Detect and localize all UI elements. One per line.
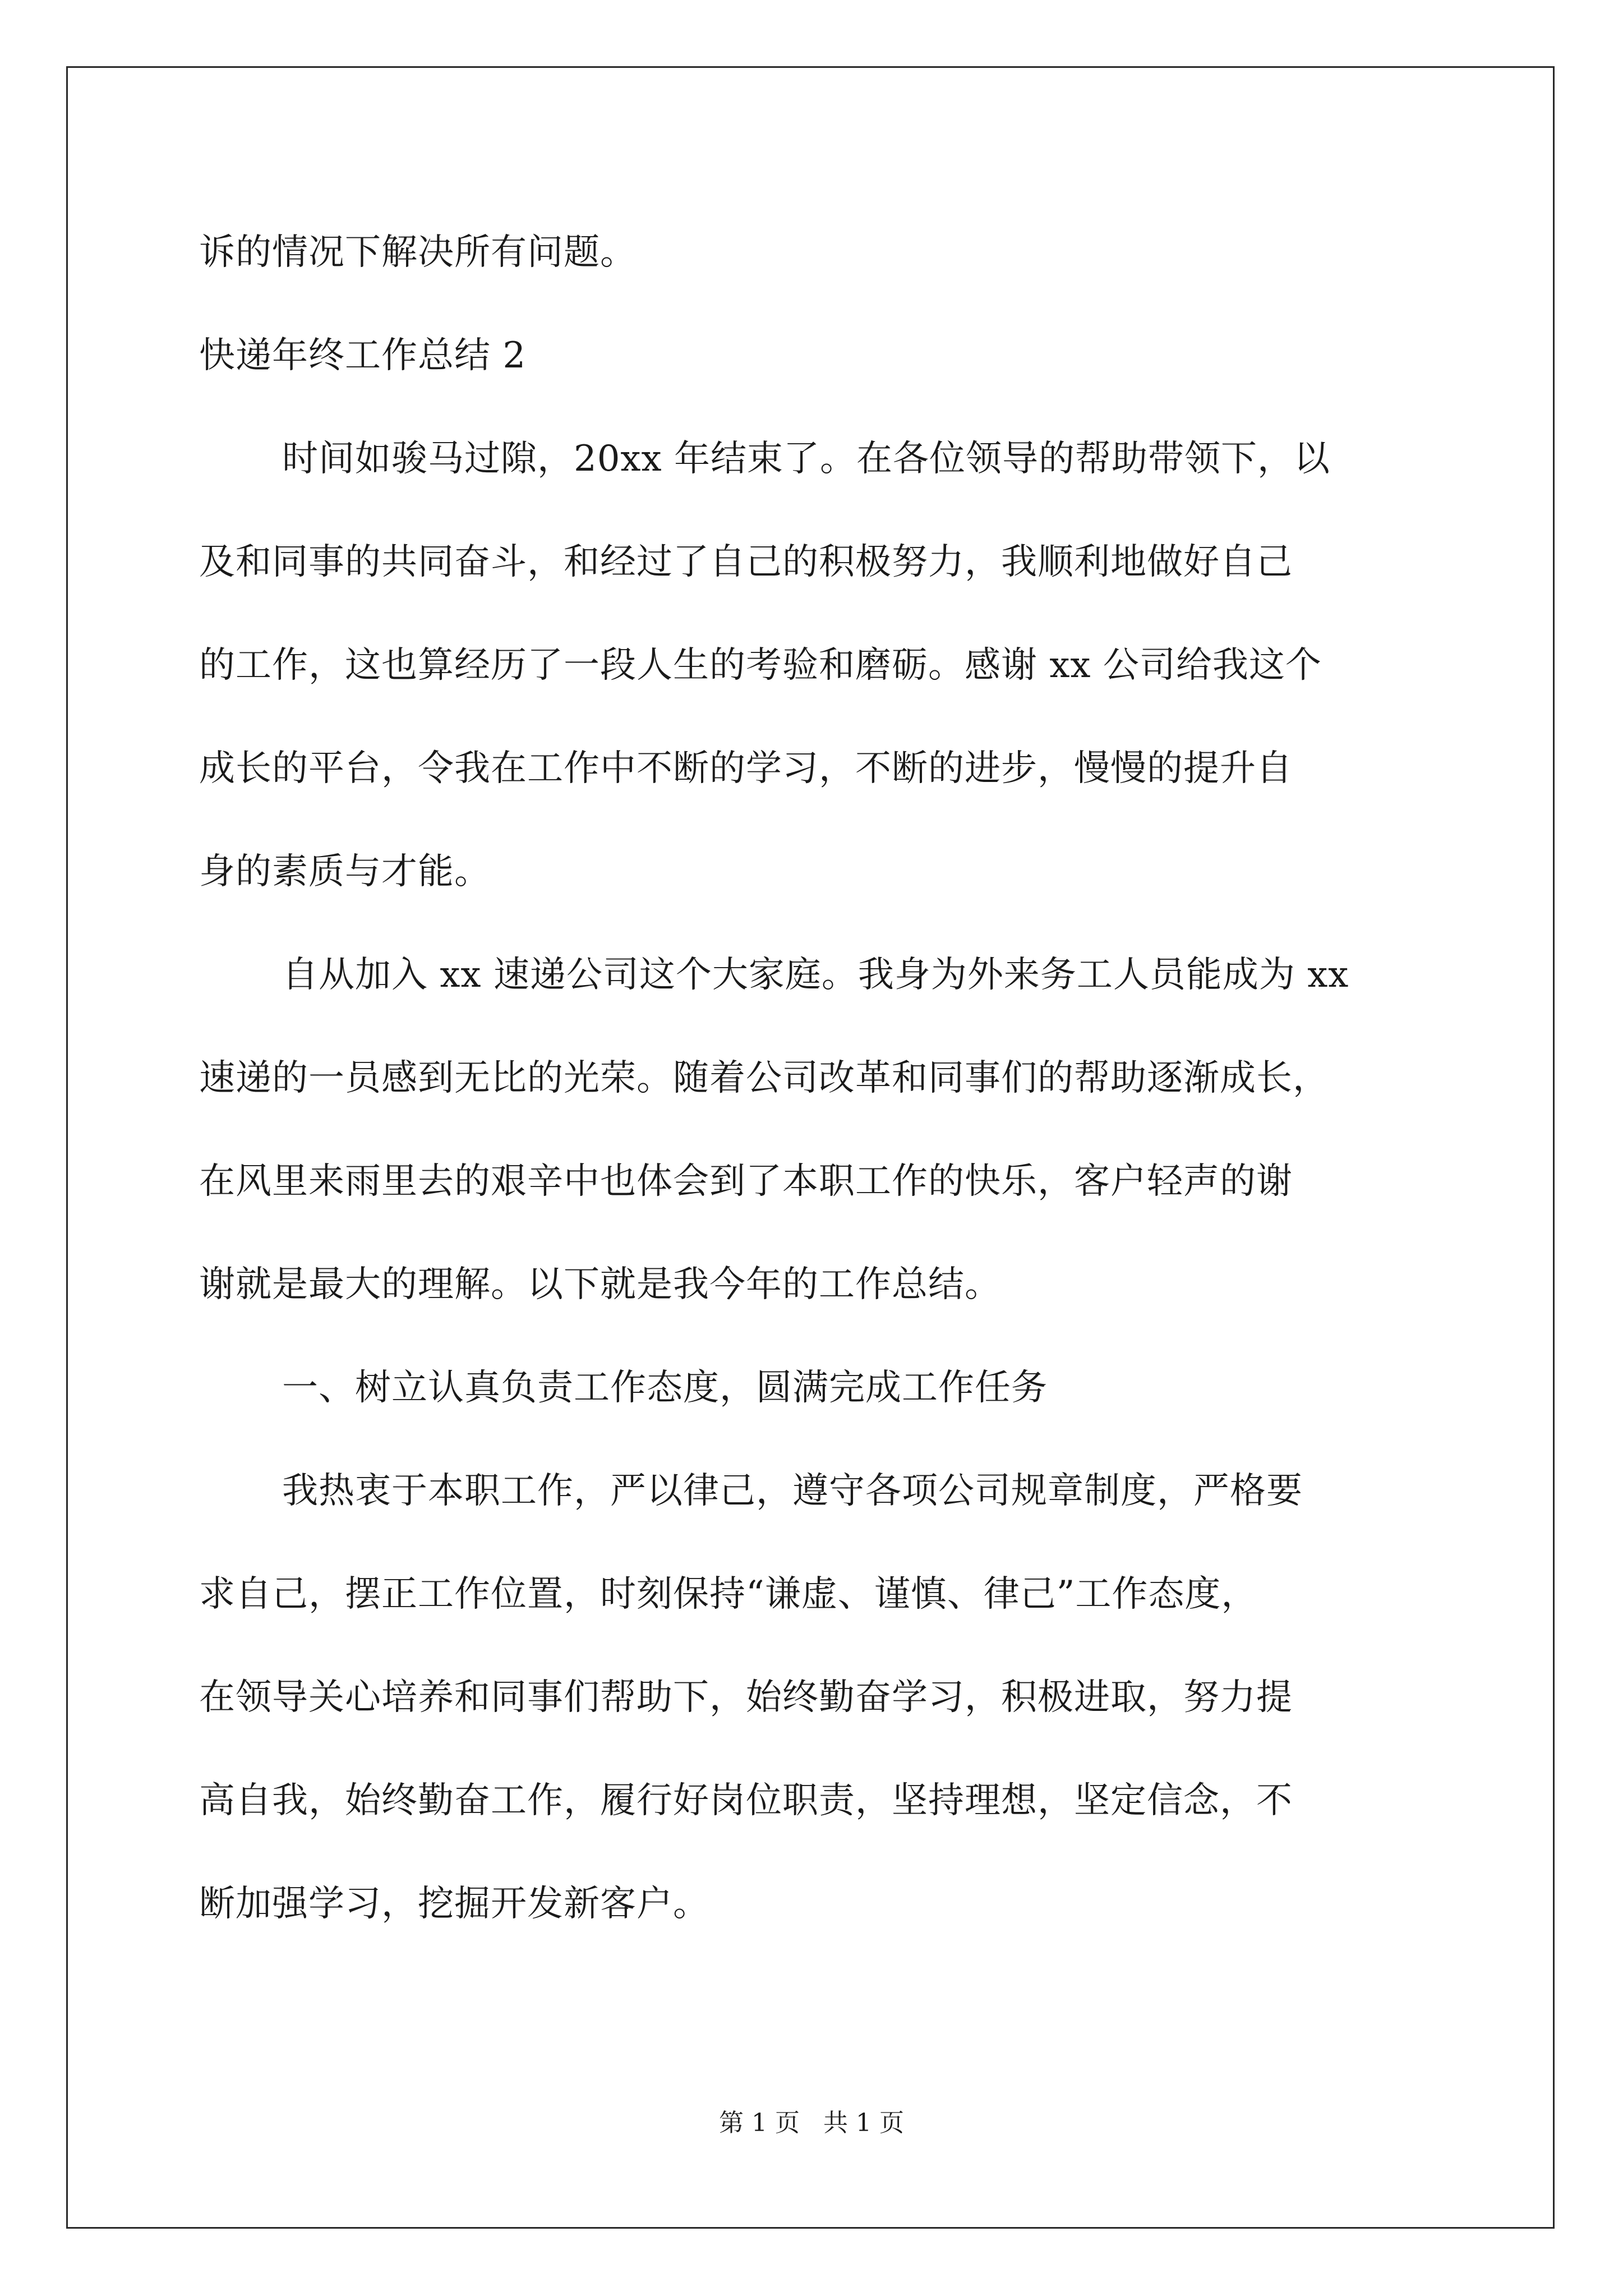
paragraph-line: 在风里来雨里去的艰辛中也体会到了本职工作的快乐，客户轻声的谢: [199, 1161, 1293, 1202]
paragraph-line: 时间如骏马过隙，20xx 年结束了。在各位领导的帮助带领下，以: [282, 438, 1330, 480]
section-heading: 一、树立认真负责工作态度，圆满完成工作任务: [282, 1367, 1048, 1409]
paragraph-continuation-line: 诉的情况下解决所有问题。: [199, 232, 637, 273]
paragraph-line: 速递的一员感到无比的光荣。随着公司改革和同事们的帮助逐渐成长，: [199, 1057, 1329, 1099]
paragraph-line: 及和同事的共同奋斗，和经过了自己的积极努力，我顺利地做好自己: [199, 541, 1293, 583]
paragraph-line: 成长的平台，令我在工作中不断的学习，不断的进步，慢慢的提升自: [199, 748, 1293, 789]
paragraph-line: 高自我，始终勤奋工作，履行好岗位职责，坚持理想，坚定信念，不: [199, 1780, 1293, 1821]
paragraph-line: 我热衷于本职工作，严以律己，遵守各项公司规章制度，严格要: [282, 1470, 1303, 1512]
paragraph-line: 求自己，摆正工作位置，时刻保持“谦虚、谨慎、律己”工作态度，: [199, 1573, 1258, 1615]
paragraph-line: 身的素质与才能。: [199, 851, 491, 892]
paragraph-line: 的工作，这也算经历了一段人生的考验和磨砺。感谢 xx 公司给我这个: [199, 645, 1322, 686]
page-number-footer: 第 1 页 共 1 页: [719, 2109, 904, 2137]
paragraph-line: 谢就是最大的理解。以下就是我今年的工作总结。: [199, 1264, 1001, 1305]
document-body: [199, 222, 1427, 1976]
paragraph-line: 断加强学习，挖掘开发新客户。: [199, 1883, 709, 1925]
section-title: 快递年终工作总结 2: [199, 335, 527, 376]
paragraph-line: 在领导关心培养和同事们帮助下，始终勤奋学习，积极进取，努力提: [199, 1677, 1293, 1718]
paragraph-line: 自从加入 xx 速递公司这个大家庭。我身为外来务工人员能成为 xx: [282, 954, 1349, 996]
